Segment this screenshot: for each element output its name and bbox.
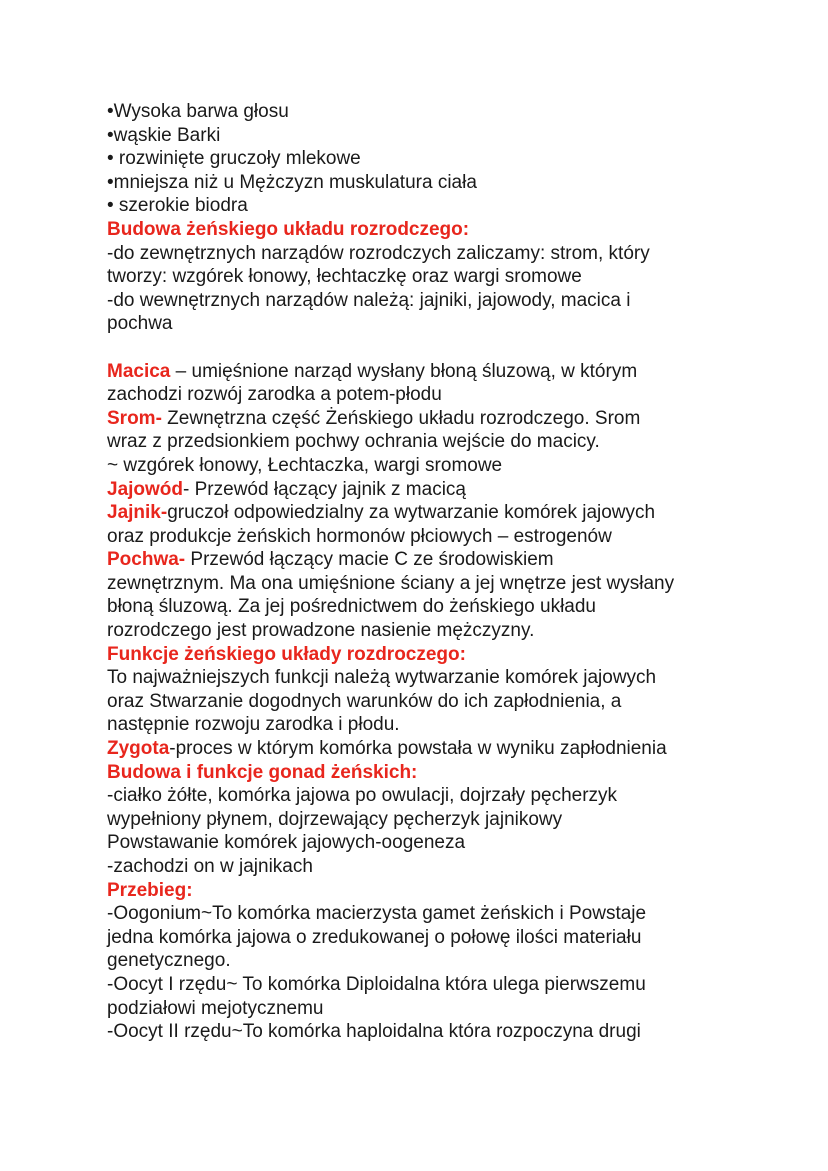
- body-line: błoną śluzową. Za jej pośrednictwem do żeńskiego układu: [107, 596, 596, 618]
- body-line: -Oogonium~To komórka macierzysta gamet żeńskich i Powstaje: [107, 903, 647, 925]
- body-line: zewnętrznym. Ma ona umięśnione ściany a jej wnętrze jest wysłany: [107, 572, 675, 594]
- body-line: wypełniony płynem, dojrzewający pęcherzyk jajnikowy: [107, 808, 563, 830]
- definition-line: [107, 548, 787, 572]
- definition-text: -proces w którym komórka powstała w wyniku zapłodnienia: [169, 738, 667, 760]
- body-line: oraz produkcje żeńskich hormonów płciowych – estrogenów: [107, 525, 612, 547]
- body-line: genetycznego.: [107, 950, 231, 972]
- blank-line: [107, 336, 787, 360]
- traits-list: [107, 100, 787, 218]
- definition-line: [107, 478, 787, 502]
- term-label: Jajnik-: [107, 502, 168, 524]
- trait-item: •wąskie Barki: [107, 124, 221, 146]
- definition-line: [107, 360, 787, 384]
- definition-text: Zewnętrzna część Żeńskiego układu rozrodczego. Srom: [161, 407, 641, 429]
- section-heading: Funkcje żeńskiego układy rozdroczego:: [107, 643, 466, 665]
- definition-macica: [107, 360, 787, 407]
- body-line: wraz z przedsionkiem pochwy ochrania wejście do macicy.: [107, 431, 600, 453]
- definition-jajowod: [107, 478, 787, 502]
- definition-pochwa: [107, 548, 787, 642]
- definition-line: [107, 737, 787, 761]
- section-heading: Budowa żeńskiego układu rozrodczego:: [107, 218, 470, 240]
- section-funkcje: [107, 643, 787, 737]
- body-line: -Oocyt I rzędu~ To komórka Diploidalna która ulega pierwszemu: [107, 973, 646, 995]
- body-line: ~ wzgórek łonowy, Łechtaczka, wargi sromowe: [107, 454, 503, 476]
- body-line: oraz Stwarzanie dogodnych warunków do ich zapłodnienia, a: [107, 690, 622, 712]
- definition-line: [107, 407, 787, 431]
- term-label: Srom-: [107, 407, 162, 429]
- document-page: [107, 100, 787, 1044]
- definition-line: [107, 501, 787, 525]
- definition-text: Przewód łączący macie C ze środowiskiem: [185, 549, 554, 571]
- body-line: -zachodzi on w jajnikach: [107, 856, 313, 877]
- definition-zygota: [107, 737, 787, 761]
- body-line: następnie rozwoju zarodka i płodu.: [107, 714, 400, 736]
- section-gonady: [107, 761, 787, 879]
- definition-srom: [107, 407, 787, 478]
- definition-text: - Przewód łączący jajnik z macicą: [183, 478, 466, 500]
- body-line: tworzy: wzgórek łonowy, łechtaczkę oraz wargi sromowe: [107, 266, 582, 288]
- trait-item: •mniejsza niż u Mężczyzn muskulatura ciała: [107, 171, 477, 193]
- body-line: podziałowi mejotycznemu: [107, 997, 324, 1019]
- trait-item: • szerokie biodra: [107, 195, 248, 217]
- definition-text: – umięśnione narząd wysłany błoną śluzową, w którym: [170, 360, 638, 382]
- body-line: rozrodczego jest prowadzone nasienie mężczyzny.: [107, 620, 535, 642]
- body-line: jedna komórka jajowa o zredukowanej o połowę ilości materiału: [107, 926, 642, 948]
- section-heading: Przebieg:: [107, 879, 193, 901]
- term-label: Pochwa-: [107, 549, 186, 571]
- definition-jajnik: [107, 501, 787, 548]
- definition-text: gruczoł odpowiedzialny za wytwarzanie komórek jajowych: [167, 502, 656, 524]
- term-label: Macica: [107, 360, 171, 382]
- term-label: Zygota: [107, 738, 170, 760]
- body-line: Powstawanie komórek jajowych-oogeneza: [107, 832, 466, 854]
- trait-item: • rozwinięte gruczoły mlekowe: [107, 148, 361, 170]
- body-line: -Oocyt II rzędu~To komórka haploidalna która rozpoczyna drugi: [107, 1021, 641, 1043]
- body-line: pochwa: [107, 313, 173, 335]
- trait-item: •Wysoka barwa głosu: [107, 101, 289, 122]
- term-label: Jajowód: [107, 478, 184, 500]
- section-budowa: [107, 218, 787, 336]
- body-line: -do wewnętrznych narządów należą: jajniki, jajowody, macica i: [107, 289, 631, 311]
- body-line: -ciałko żółte, komórka jajowa po owulacji, dojrzały pęcherzyk: [107, 785, 618, 807]
- section-heading: Budowa i funkcje gonad żeńskich:: [107, 761, 418, 783]
- body-line: zachodzi rozwój zarodka a potem-płodu: [107, 384, 442, 406]
- section-przebieg: [107, 879, 787, 1044]
- body-line: To najważniejszych funkcji należą wytwarzanie komórek jajowych: [107, 667, 657, 689]
- body-line: -do zewnętrznych narządów rozrodczych zaliczamy: strom, który: [107, 242, 650, 264]
